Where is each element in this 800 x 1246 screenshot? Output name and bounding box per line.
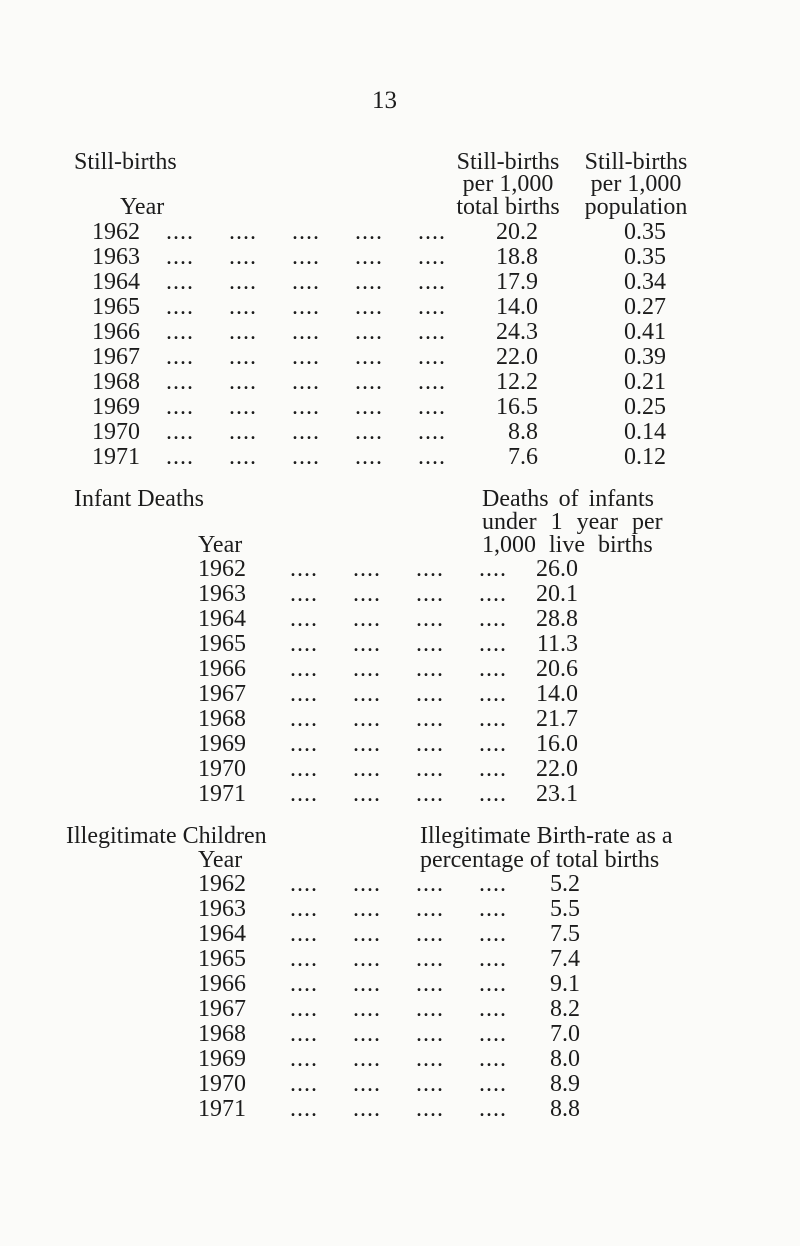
leader-dots: .... .... .... ....	[290, 971, 507, 997]
table-row	[0, 1097, 800, 1127]
stillbirths-year-header: Year	[120, 194, 165, 220]
leader-dots: .... .... .... ....	[290, 706, 507, 732]
table-row	[0, 445, 800, 475]
stillbirths-col2-line3: population	[584, 194, 688, 220]
leader-dots: .... .... .... .... ....	[166, 344, 446, 370]
year-cell: 1970	[198, 1071, 246, 1097]
per-population-cell: 0.35	[624, 244, 666, 270]
year-cell: 1967	[198, 681, 246, 707]
illegitimate-title: Illegitimate Children	[66, 823, 267, 849]
per-population-cell: 0.41	[624, 319, 666, 345]
per-births-cell: 12.2	[496, 369, 538, 395]
illegitimate-rate-cell: 5.5	[550, 896, 580, 922]
leader-dots: .... .... .... ....	[290, 656, 507, 682]
leader-dots: .... .... .... ....	[290, 996, 507, 1022]
leader-dots: .... .... .... ....	[290, 681, 507, 707]
stillbirths-col1-line2: per 1,000	[462, 171, 554, 197]
per-births-cell: 14.0	[496, 294, 538, 320]
per-population-cell: 0.34	[624, 269, 666, 295]
year-cell: 1971	[198, 1096, 246, 1122]
per-population-cell: 0.21	[624, 369, 666, 395]
leader-dots: .... .... .... ....	[290, 731, 507, 757]
stillbirths-col1-line3: total births	[456, 194, 560, 220]
per-births-cell: 16.5	[496, 394, 538, 420]
year-cell: 1964	[198, 606, 246, 632]
year-cell: 1962	[92, 219, 140, 245]
year-cell: 1965	[92, 294, 140, 320]
year-cell: 1969	[92, 394, 140, 420]
infant-death-rate-cell: 21.7	[536, 706, 578, 732]
leader-dots: .... .... .... .... ....	[166, 419, 446, 445]
leader-dots: .... .... .... .... ....	[166, 369, 446, 395]
year-cell: 1966	[198, 656, 246, 682]
per-births-cell: 17.9	[496, 269, 538, 295]
leader-dots: .... .... .... ....	[290, 871, 507, 897]
year-cell: 1968	[198, 1021, 246, 1047]
leader-dots: .... .... .... ....	[290, 756, 507, 782]
leader-dots: .... .... .... ....	[290, 946, 507, 972]
infant-deaths-col-line2: under 1 year per	[482, 509, 663, 535]
leader-dots: .... .... .... ....	[290, 606, 507, 632]
illegitimate-col-line1: Illegitimate Birth-rate as a	[420, 823, 673, 849]
illegitimate-col-line2: percentage of total births	[420, 847, 660, 873]
leader-dots: .... .... .... ....	[290, 556, 507, 582]
illegitimate-rate-cell: 5.2	[550, 871, 580, 897]
leader-dots: .... .... .... ....	[290, 631, 507, 657]
year-cell: 1965	[198, 631, 246, 657]
illegitimate-year-header: Year	[198, 847, 243, 873]
leader-dots: .... .... .... ....	[290, 1071, 507, 1097]
illegitimate-rate-cell: 7.0	[550, 1021, 580, 1047]
year-cell: 1969	[198, 731, 246, 757]
year-cell: 1967	[92, 344, 140, 370]
year-cell: 1970	[198, 756, 246, 782]
year-cell: 1963	[198, 896, 246, 922]
year-cell: 1967	[198, 996, 246, 1022]
stillbirths-col2-line2: per 1,000	[590, 171, 682, 197]
year-cell: 1962	[198, 556, 246, 582]
year-cell: 1963	[92, 244, 140, 270]
stillbirths-title: Still-births	[74, 149, 177, 175]
infant-deaths-col-line3: 1,000 live births	[482, 532, 653, 558]
per-population-cell: 0.27	[624, 294, 666, 320]
stillbirths-col1-line1: Still-births	[456, 149, 560, 175]
illegitimate-rate-cell: 7.4	[550, 946, 580, 972]
year-cell: 1969	[198, 1046, 246, 1072]
leader-dots: .... .... .... .... ....	[166, 219, 446, 245]
infant-death-rate-cell: 23.1	[536, 781, 578, 807]
infant-death-rate-cell: 11.3	[536, 631, 578, 657]
infant-death-rate-cell: 20.1	[536, 581, 578, 607]
leader-dots: .... .... .... ....	[290, 1046, 507, 1072]
infant-death-rate-cell: 20.6	[536, 656, 578, 682]
year-cell: 1963	[198, 581, 246, 607]
leader-dots: .... .... .... ....	[290, 921, 507, 947]
infant-death-rate-cell: 26.0	[536, 556, 578, 582]
leader-dots: .... .... .... ....	[290, 581, 507, 607]
leader-dots: .... .... .... ....	[290, 896, 507, 922]
per-population-cell: 0.39	[624, 344, 666, 370]
illegitimate-rate-cell: 9.1	[550, 971, 580, 997]
year-cell: 1966	[92, 319, 140, 345]
infant-deaths-col-line1: Deaths of infants	[482, 486, 654, 512]
leader-dots: .... .... .... .... ....	[166, 394, 446, 420]
leader-dots: .... .... .... .... ....	[166, 244, 446, 270]
page-number: 13	[372, 87, 397, 114]
illegitimate-rate-cell: 8.8	[550, 1096, 580, 1122]
leader-dots: .... .... .... .... ....	[166, 294, 446, 320]
year-cell: 1968	[198, 706, 246, 732]
infant-death-rate-cell: 22.0	[536, 756, 578, 782]
year-cell: 1965	[198, 946, 246, 972]
year-cell: 1964	[92, 269, 140, 295]
year-cell: 1962	[198, 871, 246, 897]
per-births-cell: 18.8	[496, 244, 538, 270]
infant-death-rate-cell: 16.0	[536, 731, 578, 757]
per-births-cell: 7.6	[508, 444, 538, 470]
leader-dots: .... .... .... .... ....	[166, 269, 446, 295]
infant-deaths-year-header: Year	[198, 532, 243, 558]
illegitimate-rate-cell: 8.0	[550, 1046, 580, 1072]
leader-dots: .... .... .... .... ....	[166, 319, 446, 345]
leader-dots: .... .... .... .... ....	[166, 444, 446, 470]
leader-dots: .... .... .... ....	[290, 1021, 507, 1047]
stillbirths-col2-line1: Still-births	[584, 149, 688, 175]
infant-death-rate-cell: 14.0	[536, 681, 578, 707]
year-cell: 1971	[198, 781, 246, 807]
year-cell: 1971	[92, 444, 140, 470]
infant-death-rate-cell: 28.8	[536, 606, 578, 632]
leader-dots: .... .... .... ....	[290, 781, 507, 807]
illegitimate-rate-cell: 7.5	[550, 921, 580, 947]
year-cell: 1970	[92, 419, 140, 445]
per-births-cell: 24.3	[496, 319, 538, 345]
leader-dots: .... .... .... ....	[290, 1096, 507, 1122]
illegitimate-rate-cell: 8.9	[550, 1071, 580, 1097]
per-births-cell: 8.8	[508, 419, 538, 445]
year-cell: 1966	[198, 971, 246, 997]
per-population-cell: 0.25	[624, 394, 666, 420]
per-births-cell: 20.2	[496, 219, 538, 245]
year-cell: 1964	[198, 921, 246, 947]
illegitimate-rate-cell: 8.2	[550, 996, 580, 1022]
infant-deaths-title: Infant Deaths	[74, 486, 204, 512]
per-population-cell: 0.14	[624, 419, 666, 445]
year-cell: 1968	[92, 369, 140, 395]
per-population-cell: 0.12	[624, 444, 666, 470]
per-births-cell: 22.0	[496, 344, 538, 370]
table-row	[0, 782, 800, 812]
per-population-cell: 0.35	[624, 219, 666, 245]
